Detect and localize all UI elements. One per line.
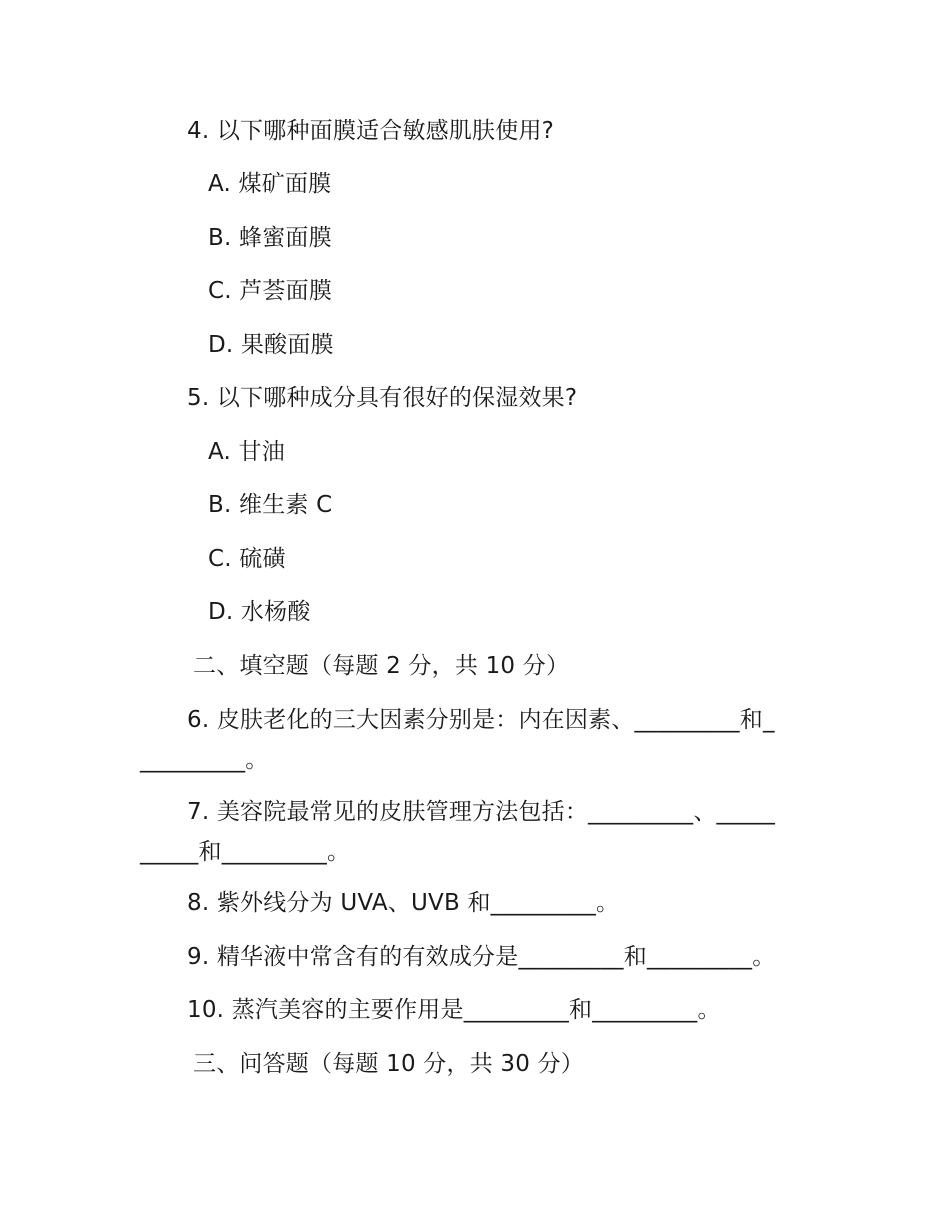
section-2-heading: 二、填空题（每题 2 分，共 10 分） [193, 653, 570, 679]
question-5-stem: 5. 以下哪种成分具有很好的保湿效果? [187, 385, 578, 411]
question-4-option-a: A. 煤矿面膜 [208, 171, 332, 197]
question-5-option-b: B. 维生素 C [208, 492, 333, 518]
question-9: 9. 精华液中常含有的有效成分是_________和_________。 [187, 944, 776, 970]
question-4-stem: 4. 以下哪种面膜适合敏感肌肤使用? [187, 118, 555, 144]
question-7-line-1: 7. 美容院最常见的皮肤管理方法包括：_________、_____ [187, 799, 776, 825]
section-3-heading: 三、问答题（每题 10 分，共 30 分） [193, 1051, 584, 1077]
question-5-option-c: C. 硫磺 [208, 546, 286, 572]
question-10: 10. 蒸汽美容的主要作用是_________和_________。 [187, 997, 721, 1023]
question-7-line-2: _____和_________。 [140, 839, 351, 865]
question-4-option-b: B. 蜂蜜面膜 [208, 225, 332, 251]
question-4-option-d: D. 果酸面膜 [208, 332, 334, 358]
question-6-line-1: 6. 皮肤老化的三大因素分别是：内在因素、_________和_ [187, 707, 775, 733]
question-5-option-a: A. 甘油 [208, 439, 285, 465]
question-8: 8. 紫外线分为 UVA、UVB 和_________。 [187, 890, 620, 916]
question-4-option-c: C. 芦荟面膜 [208, 278, 333, 304]
question-5-option-d: D. 水杨酸 [208, 599, 311, 625]
question-6-line-2: _________。 [140, 747, 269, 773]
